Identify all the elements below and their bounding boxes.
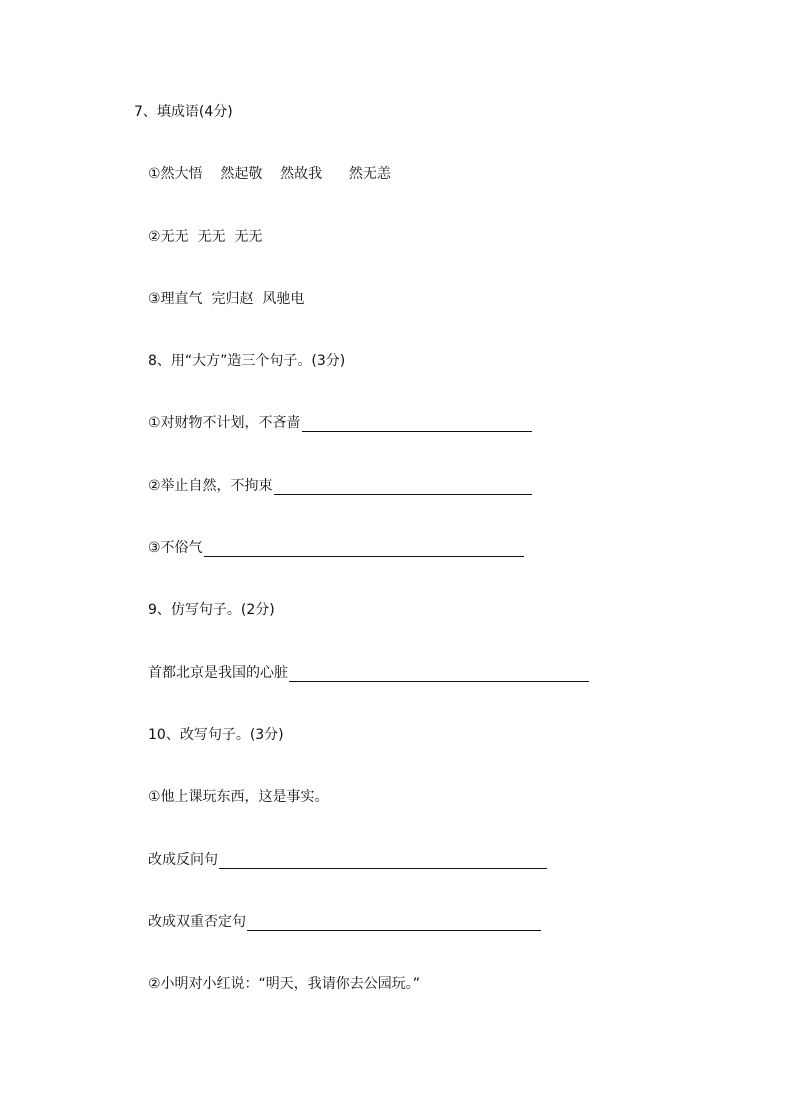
question-8-item-3: ③不俗气 xyxy=(148,539,524,557)
question-7-title: 7、填成语(4分) xyxy=(134,104,233,120)
answer-blank[interactable] xyxy=(219,854,547,869)
question-8-title: 8、用“大方”造三个句子。(3分) xyxy=(148,353,346,369)
answer-blank[interactable] xyxy=(247,916,541,931)
answer-blank[interactable] xyxy=(274,480,532,495)
question-10-item-2: ②小明对小红说：“明天，我请你去公园玩。” xyxy=(148,976,421,992)
question-7-item-3: ③理直气 完归赵 风驰电 xyxy=(148,291,305,307)
question-8-item-2: ②举止自然，不拘束 xyxy=(148,477,532,495)
answer-blank[interactable] xyxy=(289,667,589,682)
question-9-title: 9、仿写句子。(2分) xyxy=(148,602,275,618)
question-10-rewrite-2: 改成双重否定句 xyxy=(148,913,541,931)
question-7-item-2: ②无无 无无 无无 xyxy=(148,229,263,245)
question-10-title: 10、改写句子。(3分) xyxy=(148,727,284,743)
answer-blank[interactable] xyxy=(302,417,532,432)
answer-blank[interactable] xyxy=(204,542,524,557)
question-8-item-1: ①对财物不计划，不吝啬 xyxy=(148,414,532,432)
question-10-rewrite-1: 改成反问句 xyxy=(148,851,547,869)
question-10-item-1: ①他上课玩东西，这是事实。 xyxy=(148,789,329,805)
question-7-item-1: ①然大悟 然起敬 然故我 然无恙 xyxy=(148,166,391,182)
question-9-item-1: 首都北京是我国的心脏 xyxy=(148,664,589,682)
